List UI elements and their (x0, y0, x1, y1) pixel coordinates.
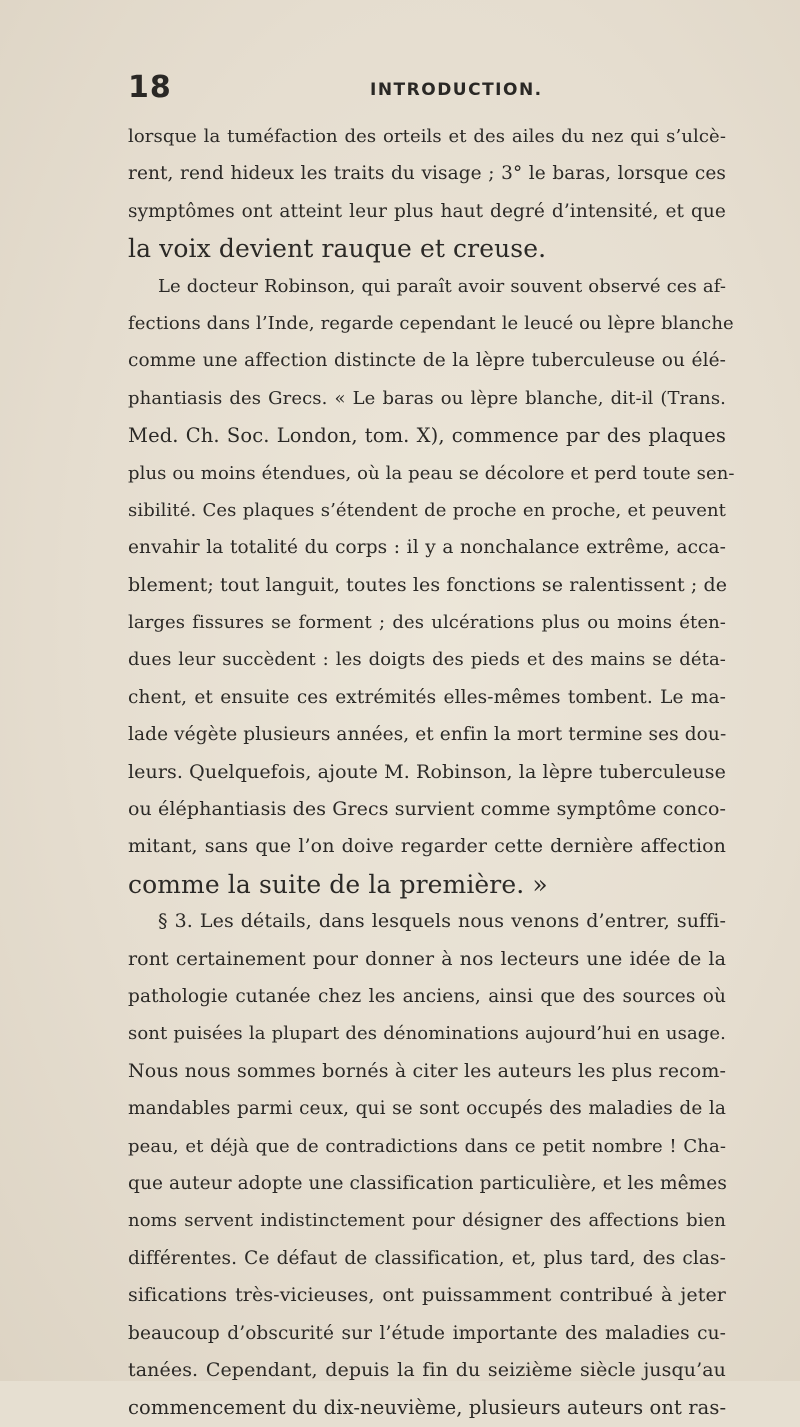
text-line: la voix devient rauque et creuse. (128, 234, 547, 264)
running-title: INTRODUCTION. (370, 80, 543, 100)
text-line: larges fissures se forment ; des ulcérations plus ou moins éten- (128, 612, 726, 634)
text-line: sont puisées la plupart des dénominations aujourd’hui en usage. (128, 1023, 726, 1045)
text-line: comme une affection distincte de la lèpre tuberculeuse ou élé- (128, 350, 726, 372)
text-line: chent, et ensuite ces extrémités elles-mêmes tombent. Le ma- (128, 686, 726, 708)
text-line: fections dans l’Inde, regarde cependant le leucé ou lèpre blanche (128, 312, 734, 334)
text-line: symptômes ont atteint leur plus haut degré d’intensité, et que (128, 200, 726, 222)
text-line: mandables parmi ceux, qui se sont occupés des maladies de la (128, 1098, 726, 1120)
text-line: rent, rend hideux les traits du visage ; 3° le baras, lorsque ces (128, 163, 726, 185)
page-number: 18 (128, 70, 172, 105)
text-line: peau, et déjà que de contradictions dans ce petit nombre ! Cha- (128, 1135, 726, 1157)
text-line: comme la suite de la première. » (128, 869, 548, 899)
text-line: sifications très-vicieuses, ont puissamment contribué à jeter (128, 1284, 726, 1307)
text-line: commencement du dix-neuvième, plusieurs auteurs ont ras- (128, 1396, 727, 1420)
text-line: tanées. Cependant, depuis la fin du seizième siècle jusqu’au (128, 1358, 726, 1381)
text-line: mitant, sans que l’on doive regarder cette dernière affection (128, 835, 726, 858)
text-line: envahir la totalité du corps : il y a nonchalance extrême, acca- (128, 537, 726, 559)
text-line: Le docteur Robinson, qui paraît avoir souvent observé ces af- (158, 275, 726, 297)
text-line: lade végète plusieurs années, et enfin la mort termine ses dou- (128, 724, 727, 746)
text-line: ront certainement pour donner à nos lecteurs une idée de la (128, 947, 726, 970)
text-line: Nous nous sommes bornés à citer les auteurs les plus recom- (128, 1059, 726, 1082)
text-line: que auteur adopte une classification particulière, et les mêmes (128, 1172, 727, 1194)
text-line: beaucoup d’obscurité sur l’étude importante des maladies cu- (128, 1322, 726, 1344)
text-line: noms servent indistinctement pour désigner des affections bien (128, 1210, 726, 1232)
text-line: sibilité. Ces plaques s’étendent de proche en proche, et peuvent (128, 499, 726, 521)
text-line: ou éléphantiasis des Grecs survient comme symptôme conco- (128, 798, 727, 821)
text-line: plus ou moins étendues, où la peau se décolore et perd toute sen- (128, 462, 735, 484)
page-header (128, 70, 718, 110)
body-text (128, 118, 735, 1427)
text-line: blement; tout languit, toutes les fonctions se ralentissent ; de (128, 573, 728, 596)
text-line: leurs. Quelquefois, ajoute M. Robinson, la lèpre tuberculeuse (128, 760, 726, 783)
text-line: différentes. Ce défaut de classification, et, plus tard, des clas- (128, 1247, 726, 1269)
text-line: lorsque la tuméfaction des orteils et des ailes du nez qui s’ulcè- (128, 126, 726, 147)
text-line: pathologie cutanée chez les anciens, ainsi que des sources où (128, 985, 726, 1007)
text-line: dues leur succèdent : les doigts des pieds et des mains se déta- (128, 649, 726, 671)
text-line: Med. Ch. Soc. London, tom. X), commence par des plaques (128, 424, 726, 448)
text-line: § 3. Les détails, dans lesquels nous venons d’entrer, suffi- (158, 910, 726, 933)
text-line: phantiasis des Grecs. « Le baras ou lèpre blanche, dit-il (Trans. (128, 387, 726, 409)
